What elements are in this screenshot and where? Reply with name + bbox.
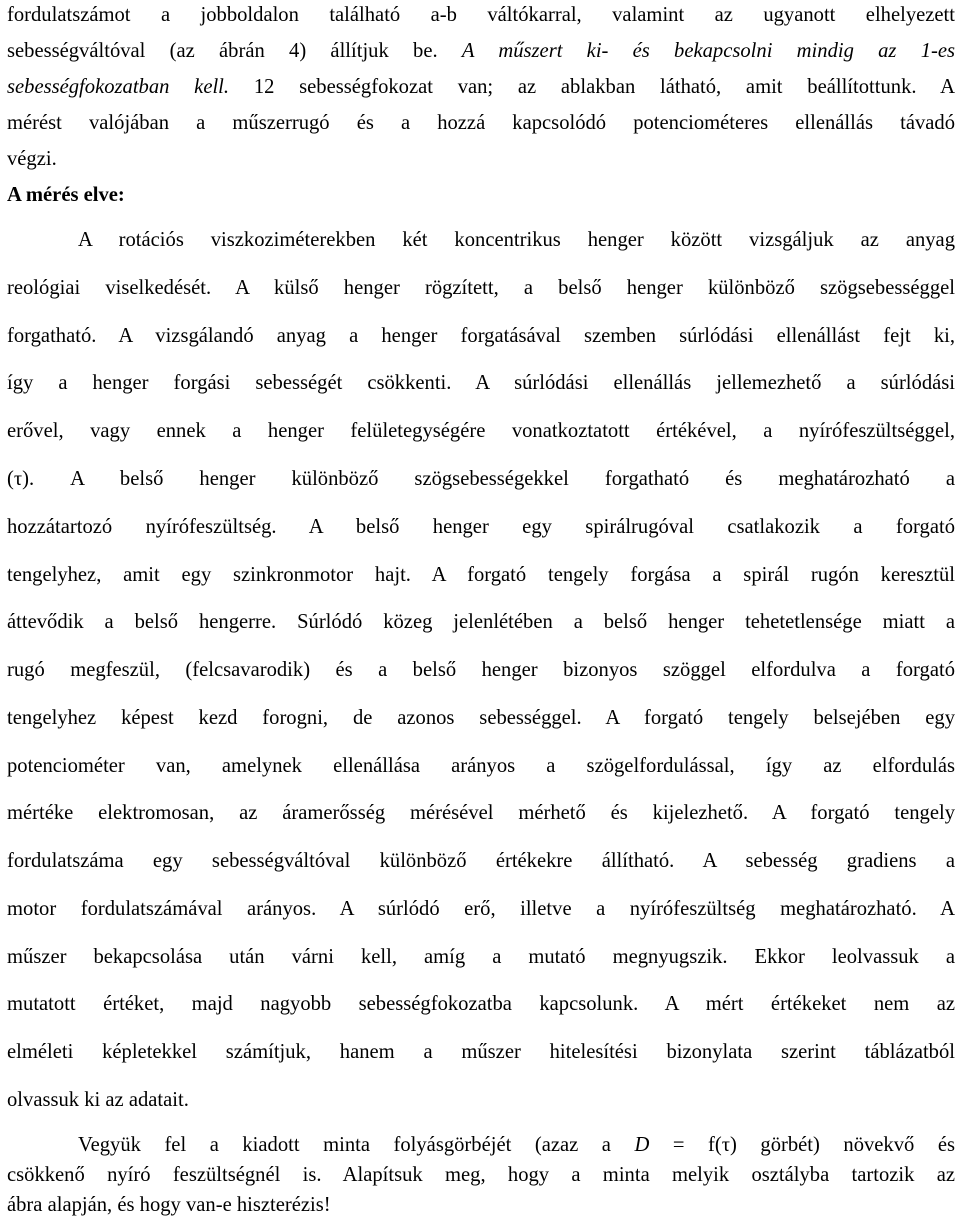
italic-text: A műszert ki- és bekapcsolni mindig az 1-es	[461, 40, 956, 62]
paragraph-line: áttevődik a belső hengerre. Súrlódó közeg jelenlétében a belső henger tehetetlensége miatt a	[7, 611, 955, 633]
text-span: 12 sebességfokozat van; az ablakban látható, amit beállítottunk. A	[253, 76, 955, 98]
paragraph-line: így a henger forgási sebességét csökkenti. A súrlódási ellenállás jellemezhető a súrlódási	[7, 372, 955, 394]
paragraph-line	[7, 72, 955, 102]
paragraph-line: reológiai viselkedését. A külső henger rögzített, a belső henger különböző szögsebességgel	[7, 277, 955, 299]
paragraph-line: A rotációs viszkoziméterekben két koncentrikus henger között vizsgáljuk az anyag	[78, 229, 955, 251]
paragraph-line: műszer bekapcsolása után várni kell, amíg a mutató megnyugszik. Ekkor leolvassuk a	[7, 946, 955, 968]
formula-variable: D	[634, 1134, 650, 1156]
paragraph-line: erővel, vagy ennek a henger felületegységére vonatkoztatott értékével, a nyírófeszültséggel,	[7, 420, 955, 442]
paragraph-line: végzi.	[7, 148, 57, 170]
paragraph-line: tengelyhez képest kezd forogni, de azonos sebességgel. A forgató tengely belsejében egy	[7, 707, 955, 729]
section-heading: A mérés elve:	[7, 184, 125, 206]
paragraph-line	[78, 1130, 955, 1160]
paragraph-line: forgatható. A vizsgálandó anyag a henger forgatásával szemben súrlódási ellenállást fejt ki,	[7, 325, 955, 347]
paragraph-line: rugó megfeszül, (felcsavarodik) és a belső henger bizonyos szöggel elfordulva a forgató	[7, 659, 955, 681]
formula-text: = f(τ)	[649, 1134, 737, 1156]
paragraph-line: mértéke elektromosan, az áramerősség mérésével mérhető és kijelezhető. A forgató tengely	[7, 802, 955, 824]
paragraph-line: mutatott értéket, majd nagyobb sebességfokozatba kapcsolunk. A mért értékeket nem az	[7, 993, 955, 1015]
paragraph-line: elméleti képletekkel számítjuk, hanem a műszer hitelesítési bizonylata szerint táblázatból	[7, 1041, 955, 1063]
text-span: sebességváltóval (az ábrán 4) állítjuk be.	[7, 40, 438, 62]
text-span: görbét) növekvő és	[736, 1134, 956, 1156]
paragraph-line	[7, 36, 955, 66]
paragraph-line: hozzátartozó nyírófeszültség. A belső henger egy spirálrugóval csatlakozik a forgató	[7, 516, 955, 538]
paragraph-line: ábra alapján, és hogy van-e hiszterézis!	[7, 1194, 331, 1216]
paragraph-line: (τ). A belső henger különböző szögsebességekkel forgatható és meghatározható a	[7, 468, 955, 490]
paragraph-line: fordulatszáma egy sebességváltóval különböző értékekre állítható. A sebesség gradiens a	[7, 850, 955, 872]
paragraph-line: mérést valójában a műszerrugó és a hozzá kapcsolódó potenciométeres ellenállás távadó	[7, 112, 955, 134]
italic-text: sebességfokozatban kell.	[7, 76, 230, 98]
paragraph-line: fordulatszámot a jobboldalon található a-b váltókarral, valamint az ugyanott elhelyezett	[7, 4, 955, 26]
paragraph-line: tengelyhez, amit egy szinkronmotor hajt. A forgató tengely forgása a spirál rugón keresztül	[7, 564, 955, 586]
paragraph-line: olvassuk ki az adatait.	[7, 1089, 189, 1111]
paragraph-line: potenciométer van, amelynek ellenállása arányos a szögelfordulással, így az elfordulás	[7, 755, 955, 777]
text-span: Vegyük fel a kiadott minta folyásgörbéjét (azaz a	[78, 1134, 635, 1156]
paragraph-line: csökkenő nyíró feszültségnél is. Alapítsuk meg, hogy a minta melyik osztályba tartozik az	[7, 1164, 955, 1186]
paragraph-line: motor fordulatszámával arányos. A súrlódó erő, illetve a nyírófeszültség meghatározható. A	[7, 898, 955, 920]
